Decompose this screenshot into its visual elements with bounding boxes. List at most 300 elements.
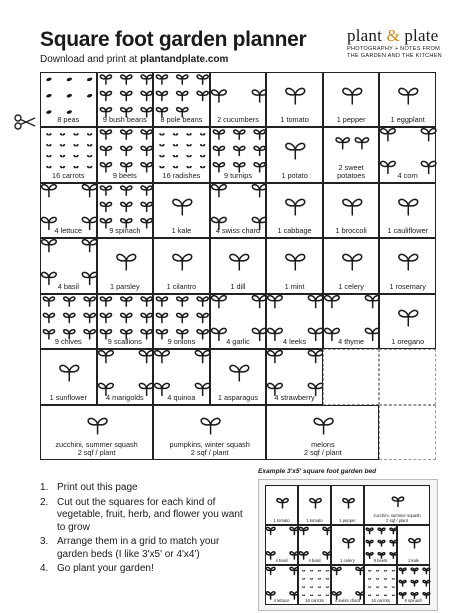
- plant-square[interactable]: [323, 183, 380, 238]
- sprout-icon: [310, 594, 314, 596]
- plant-square[interactable]: [323, 72, 380, 127]
- plant-label: 4 corn: [397, 170, 418, 180]
- seedling-icon: [120, 147, 131, 156]
- seedling-icon: [173, 255, 192, 270]
- seedling-icon: [409, 539, 420, 548]
- seedling-icon: [286, 88, 305, 103]
- plant-label: 9 spinach: [109, 226, 141, 236]
- seedling-icon: [233, 130, 244, 139]
- seedling-icon: [366, 528, 373, 533]
- sprout-icon: [310, 586, 314, 588]
- plant-label: 9 beets: [112, 170, 137, 180]
- seedling-icon: [100, 186, 111, 195]
- plant-square[interactable]: [266, 294, 323, 349]
- seedling-icon: [332, 567, 341, 574]
- seedling-icon: [366, 540, 373, 545]
- plant-label: 2 sweet potatoes: [337, 162, 366, 180]
- sprout-icon: [200, 166, 206, 169]
- plant-square[interactable]: [379, 294, 436, 349]
- sprout-icon: [376, 578, 380, 580]
- seedling-icon: [286, 144, 305, 159]
- seedling-icon: [197, 91, 208, 100]
- sprout-icon: [73, 144, 79, 147]
- plant-label: 1 mint: [284, 281, 305, 291]
- instructions-list: [40, 482, 250, 578]
- plant-label: 2 cucumbers: [217, 115, 259, 125]
- plant-square[interactable]: [210, 72, 267, 127]
- seed-icon: [66, 93, 72, 98]
- plant-square[interactable]: [331, 485, 364, 525]
- plant-square[interactable]: [40, 183, 97, 238]
- sprout-icon: [318, 570, 322, 572]
- sprout-icon: [302, 586, 306, 588]
- plant-label-line2: 2 sqf / plant: [386, 518, 408, 523]
- seed-icon: [66, 110, 72, 115]
- sprout-icon: [384, 586, 388, 588]
- plant-label: 1 kale: [171, 226, 192, 236]
- sprout-icon: [172, 144, 178, 147]
- plant-label: 9 beets: [373, 558, 388, 563]
- seedling-icon: [141, 91, 152, 100]
- seedling-icon: [254, 130, 265, 139]
- plant-square[interactable]: [97, 72, 154, 127]
- plant-square[interactable]: [266, 238, 323, 293]
- plant-label: 4 marigolds: [105, 392, 144, 402]
- seed-icon: [46, 110, 52, 115]
- sprout-icon: [376, 570, 380, 572]
- plant-square[interactable]: [323, 127, 380, 182]
- sprout-icon: [159, 155, 165, 158]
- plant-square[interactable]: [266, 349, 323, 404]
- plant-square[interactable]: [153, 405, 266, 460]
- seedling-icon: [197, 75, 208, 84]
- seedling-icon: [343, 255, 362, 270]
- site-link[interactable]: plantandplate.com: [140, 54, 229, 65]
- plant-label: 1 celery: [340, 558, 355, 563]
- seedling-icon: [84, 313, 95, 322]
- sprout-icon: [200, 133, 206, 136]
- plant-square[interactable]: [397, 565, 430, 605]
- seedling-icon: [100, 297, 111, 306]
- plant-label: 1 rosemary: [389, 281, 426, 291]
- plant-square[interactable]: [210, 238, 267, 293]
- plant-label: 4 basil: [308, 558, 321, 563]
- seedling-icon: [399, 568, 406, 573]
- plant-label: 9 scallions: [107, 337, 142, 347]
- brand-name: plant & plate: [347, 26, 439, 45]
- seedling-icon: [195, 351, 210, 363]
- plant-label-line1: zucchini, summer squash: [55, 439, 138, 449]
- seedling-icon: [177, 313, 188, 322]
- seedling-icon: [141, 297, 152, 306]
- sprout-icon: [186, 133, 192, 136]
- seedling-icon: [139, 351, 154, 363]
- seedling-icon: [156, 313, 167, 322]
- seedling-icon: [268, 295, 283, 307]
- seedling-icon: [211, 90, 226, 102]
- sprout-icon: [59, 144, 65, 147]
- seedling-icon: [343, 199, 362, 214]
- plant-label-line2: 2 sqf / plant: [190, 447, 229, 457]
- plant-square[interactable]: [298, 485, 331, 525]
- sprout-icon: [325, 594, 329, 596]
- page-title: Square foot garden planner: [40, 28, 307, 51]
- plant-label: 8 pole beans: [160, 115, 203, 125]
- seedling-icon: [378, 540, 385, 545]
- plant-label: 1 oregano: [391, 337, 425, 347]
- plant-label-line1: melons: [311, 439, 335, 449]
- seedling-icon: [268, 351, 283, 363]
- brand-tagline-2: THE GARDEN AND THE KITCHEN: [347, 53, 442, 59]
- plant-square[interactable]: [97, 349, 154, 404]
- sprout-icon: [87, 144, 93, 147]
- seedling-icon: [100, 313, 111, 322]
- seedling-icon: [177, 75, 188, 84]
- seedling-icon: [336, 138, 349, 149]
- plant-square[interactable]: [153, 349, 210, 404]
- seedling-icon: [201, 418, 220, 433]
- seedling-icon: [422, 129, 437, 141]
- seedling-icon: [252, 295, 267, 307]
- brand-tagline-1: PHOTOGRAPHY + NOTES FROM: [347, 46, 440, 52]
- plant-square[interactable]: [153, 127, 210, 182]
- plant-square[interactable]: [40, 72, 97, 127]
- seedling-icon: [141, 147, 152, 156]
- plant-label: [267, 441, 378, 457]
- plant-label: 1 kale: [407, 558, 420, 563]
- plant-square[interactable]: [210, 294, 267, 349]
- sprout-icon: [302, 570, 306, 572]
- plant-square[interactable]: [40, 349, 97, 404]
- plant-label-line1: zucchini, summer squash: [373, 513, 421, 518]
- plant-label: 4 swiss chard: [334, 598, 361, 603]
- plant-label: 4 swiss chard: [215, 226, 261, 236]
- plant-square[interactable]: [265, 565, 298, 605]
- seedling-icon: [411, 580, 418, 585]
- sprout-icon: [172, 133, 178, 136]
- seedling-icon: [233, 147, 244, 156]
- seed-icon: [86, 93, 92, 98]
- seedling-icon: [399, 88, 418, 103]
- seedling-icon: [82, 240, 97, 252]
- seedling-icon: [286, 255, 305, 270]
- sprout-icon: [46, 155, 52, 158]
- sprout-icon: [46, 144, 52, 147]
- seedling-icon: [82, 184, 97, 196]
- blank-square[interactable]: [379, 349, 436, 404]
- seed-icon: [46, 93, 52, 98]
- plant-label: [365, 513, 429, 523]
- seedling-icon: [156, 297, 167, 306]
- plant-label: 1 tomato: [280, 115, 309, 125]
- seedling-icon: [252, 184, 267, 196]
- seedling-icon: [173, 199, 192, 214]
- sprout-icon: [391, 578, 395, 580]
- plant-label: 1 tomato: [306, 518, 323, 523]
- blank-square[interactable]: [379, 405, 436, 460]
- plant-square[interactable]: [265, 485, 298, 525]
- plant-label: 4 basil: [57, 281, 79, 291]
- plant-square[interactable]: [40, 405, 153, 460]
- seedling-icon: [88, 418, 107, 433]
- seedling-icon: [266, 567, 275, 574]
- plant-square[interactable]: [97, 238, 154, 293]
- seedling-icon: [213, 130, 224, 139]
- plant-square[interactable]: [153, 72, 210, 127]
- plant-square[interactable]: [266, 405, 379, 460]
- sprout-icon: [318, 578, 322, 580]
- seedling-icon: [197, 313, 208, 322]
- planner-grid: [40, 72, 436, 460]
- seedling-icon: [177, 297, 188, 306]
- sprout-icon: [368, 594, 372, 596]
- sprout-icon: [172, 155, 178, 158]
- sprout-icon: [46, 166, 52, 169]
- plant-square[interactable]: [364, 485, 430, 525]
- brand-logo: [347, 26, 443, 60]
- sprout-icon: [384, 594, 388, 596]
- seedling-icon: [43, 313, 54, 322]
- plant-label: 9 chives: [54, 337, 82, 347]
- sprout-icon: [87, 155, 93, 158]
- seedling-icon: [252, 90, 267, 102]
- seedling-icon: [211, 184, 226, 196]
- seedling-icon: [411, 568, 418, 573]
- plant-label: 16 carrots: [52, 170, 85, 180]
- seedling-icon: [141, 75, 152, 84]
- seedling-icon: [277, 499, 288, 508]
- seed-icon: [66, 77, 72, 82]
- seedling-icon: [116, 255, 135, 270]
- seedling-icon: [120, 186, 131, 195]
- example-title: Example 3'x5' square foot garden bed: [258, 468, 377, 475]
- sprout-icon: [159, 166, 165, 169]
- plant-square[interactable]: [97, 183, 154, 238]
- plant-square[interactable]: [331, 565, 364, 605]
- plant-square[interactable]: [323, 294, 380, 349]
- instruction-step: 2. Cut out the squares for each kind of vegetable, fruit, herb, and flower you want to grow: [40, 496, 243, 533]
- plant-label: 4 leeks: [283, 337, 307, 347]
- plant-square[interactable]: [266, 72, 323, 127]
- seedling-icon: [230, 366, 249, 381]
- plant-label-line2: 2 sqf / plant: [303, 447, 342, 457]
- sprout-icon: [186, 155, 192, 158]
- sprout-icon: [376, 594, 380, 596]
- plant-label: 16 carrots: [305, 598, 324, 603]
- seedling-icon: [60, 366, 79, 381]
- plant-square[interactable]: [153, 183, 210, 238]
- seedling-icon: [100, 202, 111, 211]
- plant-square[interactable]: [379, 183, 436, 238]
- seedling-icon: [309, 351, 324, 363]
- seedling-icon: [177, 91, 188, 100]
- sprout-icon: [384, 578, 388, 580]
- plant-square[interactable]: [364, 565, 397, 605]
- sprout-icon: [159, 144, 165, 147]
- sprout-icon: [87, 133, 93, 136]
- seedling-icon: [141, 313, 152, 322]
- sprout-icon: [391, 586, 395, 588]
- seedling-icon: [390, 528, 397, 533]
- plant-label: 1 sunflower: [49, 392, 87, 402]
- seedling-icon: [230, 255, 249, 270]
- plant-square[interactable]: [97, 294, 154, 349]
- plant-label: 1 dill: [230, 281, 246, 291]
- plant-square[interactable]: [364, 525, 397, 565]
- seedling-icon: [156, 91, 167, 100]
- subtitle-prefix: Download and print at: [40, 54, 141, 65]
- seedling-icon: [324, 295, 339, 307]
- seedling-icon: [84, 297, 95, 306]
- sprout-icon: [391, 570, 395, 572]
- plant-label: 1 broccoli: [335, 226, 367, 236]
- seedling-icon: [399, 255, 418, 270]
- plant-square[interactable]: [298, 565, 331, 605]
- seedling-icon: [211, 295, 226, 307]
- sprout-icon: [73, 155, 79, 158]
- plant-label: 8 peas: [57, 115, 80, 125]
- plant-label: 16 radishes: [162, 170, 201, 180]
- seedling-icon: [365, 295, 380, 307]
- seedling-icon: [98, 351, 113, 363]
- plant-label-line1: pumpkins, winter squash: [169, 439, 250, 449]
- plant-square[interactable]: [40, 294, 97, 349]
- plant-label: 9 spinach: [404, 598, 423, 603]
- plant-label: 1 tomato: [273, 518, 290, 523]
- seedling-icon: [42, 184, 57, 196]
- plant-square[interactable]: [298, 525, 331, 565]
- sprout-icon: [325, 578, 329, 580]
- plant-label: 9 onions: [167, 337, 196, 347]
- plant-label: 1 celery: [338, 281, 364, 291]
- plant-square[interactable]: [153, 294, 210, 349]
- sprout-icon: [384, 570, 388, 572]
- instruction-step: 1. Print out this page: [40, 482, 138, 493]
- sprout-icon: [302, 594, 306, 596]
- plant-square[interactable]: [379, 127, 436, 182]
- seedling-icon: [286, 199, 305, 214]
- seedling-icon: [343, 499, 354, 508]
- plant-label: 4 garlic: [226, 337, 250, 347]
- sprout-icon: [376, 586, 380, 588]
- seedling-icon: [120, 75, 131, 84]
- plant-square[interactable]: [40, 127, 97, 182]
- seedling-icon: [141, 186, 152, 195]
- seedling-icon: [120, 297, 131, 306]
- plant-label: [41, 441, 152, 457]
- plant-label: 1 potato: [281, 170, 308, 180]
- sprout-icon: [59, 155, 65, 158]
- seedling-icon: [390, 540, 397, 545]
- seedling-icon: [378, 528, 385, 533]
- plant-label: 4 lettuce: [54, 226, 83, 236]
- plant-square[interactable]: [266, 127, 323, 182]
- page-subtitle: [40, 54, 228, 65]
- blank-square[interactable]: [323, 349, 380, 404]
- plant-square[interactable]: [397, 525, 430, 565]
- plant-label: 4 thyme: [338, 337, 365, 347]
- sprout-icon: [159, 133, 165, 136]
- seedling-icon: [310, 499, 321, 508]
- seedling-icon: [355, 138, 368, 149]
- plant-square[interactable]: [97, 127, 154, 182]
- plant-label: 1 cabbage: [277, 226, 312, 236]
- seedling-icon: [213, 147, 224, 156]
- seedling-icon: [155, 351, 170, 363]
- plant-square[interactable]: [153, 238, 210, 293]
- plant-label: 1 parsley: [110, 281, 140, 291]
- seed-icon: [86, 77, 92, 82]
- plant-label-line2: 2 sqf / plant: [77, 447, 116, 457]
- seedling-icon: [100, 147, 111, 156]
- plant-square[interactable]: [210, 183, 267, 238]
- sprout-icon: [368, 570, 372, 572]
- scissors-icon: [14, 114, 36, 130]
- plant-square[interactable]: [210, 127, 267, 182]
- sprout-icon: [46, 133, 52, 136]
- sprout-icon: [73, 133, 79, 136]
- sprout-icon: [186, 144, 192, 147]
- seedling-icon: [156, 75, 167, 84]
- plant-label: 16 carrots: [371, 598, 390, 603]
- seedling-icon: [197, 297, 208, 306]
- plant-square[interactable]: [331, 525, 364, 565]
- seedling-icon: [100, 91, 111, 100]
- plant-label: 4 strawberry: [274, 392, 315, 402]
- plant-label: 1 asparagus: [217, 392, 259, 402]
- seedling-icon: [100, 75, 111, 84]
- seed-icon: [46, 77, 52, 82]
- plant-square[interactable]: [265, 525, 298, 565]
- seedling-icon: [399, 580, 406, 585]
- seedling-icon: [392, 497, 403, 506]
- seedling-icon: [120, 130, 131, 139]
- plant-square[interactable]: [379, 72, 436, 127]
- plant-label: 1 cauliflower: [387, 226, 428, 236]
- plant-square[interactable]: [266, 183, 323, 238]
- sprout-icon: [368, 578, 372, 580]
- seedling-icon: [314, 418, 333, 433]
- seedling-icon: [423, 580, 430, 585]
- plant-square[interactable]: [379, 238, 436, 293]
- sprout-icon: [325, 570, 329, 572]
- seedling-icon: [399, 199, 418, 214]
- sprout-icon: [200, 155, 206, 158]
- seedling-icon: [120, 91, 131, 100]
- plant-label: 9 turnips: [223, 170, 252, 180]
- seedling-icon: [343, 539, 354, 548]
- sprout-icon: [368, 586, 372, 588]
- sprout-icon: [310, 570, 314, 572]
- seedling-icon: [120, 313, 131, 322]
- sprout-icon: [73, 166, 79, 169]
- seedling-icon: [141, 202, 152, 211]
- sprout-icon: [302, 578, 306, 580]
- seedling-icon: [64, 297, 75, 306]
- instruction-step: 3. Arrange them in a grid to match your garden beds (I like 3'x5' or 4'x4'): [40, 536, 220, 560]
- seedling-icon: [266, 527, 275, 534]
- seedling-icon: [120, 202, 131, 211]
- plant-square[interactable]: [323, 238, 380, 293]
- plant-square[interactable]: [40, 238, 97, 293]
- plant-square[interactable]: [210, 349, 267, 404]
- sprout-icon: [200, 144, 206, 147]
- example-bed: [258, 479, 438, 611]
- sprout-icon: [186, 166, 192, 169]
- plant-label: 1 pepper: [336, 115, 366, 125]
- seedling-icon: [299, 527, 308, 534]
- sprout-icon: [87, 166, 93, 169]
